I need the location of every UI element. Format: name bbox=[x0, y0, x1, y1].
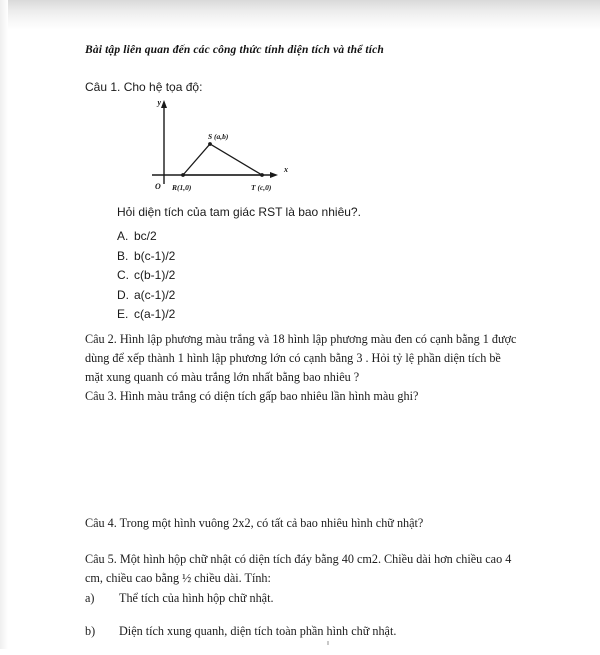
svg-text:O: O bbox=[155, 182, 161, 191]
choice-d-letter: D. bbox=[117, 287, 129, 302]
scan-artifact-speck bbox=[327, 641, 329, 645]
choice-d bbox=[117, 286, 417, 306]
svg-text:y: y bbox=[157, 98, 161, 107]
choice-e-letter: E. bbox=[117, 307, 129, 321]
question-1-text: Hỏi diện tích của tam giác RST là bao nhiêu?. bbox=[117, 205, 361, 219]
choice-b bbox=[117, 247, 417, 267]
choice-a-text: bc/2 bbox=[134, 229, 157, 243]
choice-b-text: b(c-1)/2 bbox=[134, 248, 176, 263]
svg-text:S (a,b): S (a,b) bbox=[208, 132, 229, 141]
sub-item-a-marker: a) bbox=[85, 591, 95, 605]
question-2-text: Câu 2. Hình lập phương màu trắng và 18 hình lập phương màu đen có cạnh bằng 1 được dùng để xếp thành 1 hình lập phương lớn có cạnh bằng 3 . Hỏi tỷ lệ phần diện tích bề mặt xung quanh có màu trắng lớn nhất bằng bao nhiêu ? bbox=[85, 332, 517, 384]
choice-c-letter: C. bbox=[117, 268, 129, 282]
coordinate-system-figure bbox=[150, 96, 315, 194]
sub-item-b-marker: b) bbox=[85, 624, 96, 638]
sub-item-b-text: Diện tích xung quanh, diện tích toàn phần hình chữ nhật. bbox=[119, 624, 397, 638]
question-5-text: Câu 5. Một hình hộp chữ nhật có diện tích đáy bằng 40 cm2. Chiều dài hơn chiều cao 4 cm, chiều cao bằng ½ chiều dài. Tính: bbox=[85, 552, 512, 585]
question-4-text: Câu 4. Trong một hình vuông 2x2, có tất cả bao nhiêu hình chữ nhật? bbox=[85, 516, 424, 530]
choice-c-text: c(b-1)/2 bbox=[134, 268, 176, 282]
svg-text:R(1,0): R(1,0) bbox=[172, 183, 192, 192]
sub-item-a-text: Thể tích của hình hộp chữ nhật. bbox=[119, 591, 274, 605]
choice-b-letter: B. bbox=[117, 248, 129, 263]
question-5-sub-items bbox=[85, 589, 521, 655]
sub-item-b bbox=[85, 622, 521, 641]
svg-text:T (c,0): T (c,0) bbox=[251, 183, 272, 192]
question-3-text: Câu 3. Hình màu trắng có diện tích gấp bao nhiêu lần hình màu ghi? bbox=[85, 389, 419, 403]
choice-c bbox=[117, 266, 417, 286]
choice-a bbox=[117, 227, 417, 247]
choice-e bbox=[117, 305, 417, 325]
svg-text:x: x bbox=[284, 165, 288, 174]
choice-e-text: c(a-1)/2 bbox=[134, 307, 176, 321]
sub-item-a bbox=[85, 589, 521, 608]
question-1-prompt: Câu 1. Cho hệ tọa độ: bbox=[85, 80, 203, 94]
document-title: Bài tập liên quan đến các công thức tính diện tích và thể tích bbox=[85, 44, 384, 56]
choice-a-letter: A. bbox=[117, 229, 129, 243]
question-1-choices bbox=[117, 227, 417, 325]
choice-d-text: a(c-1)/2 bbox=[134, 287, 176, 302]
